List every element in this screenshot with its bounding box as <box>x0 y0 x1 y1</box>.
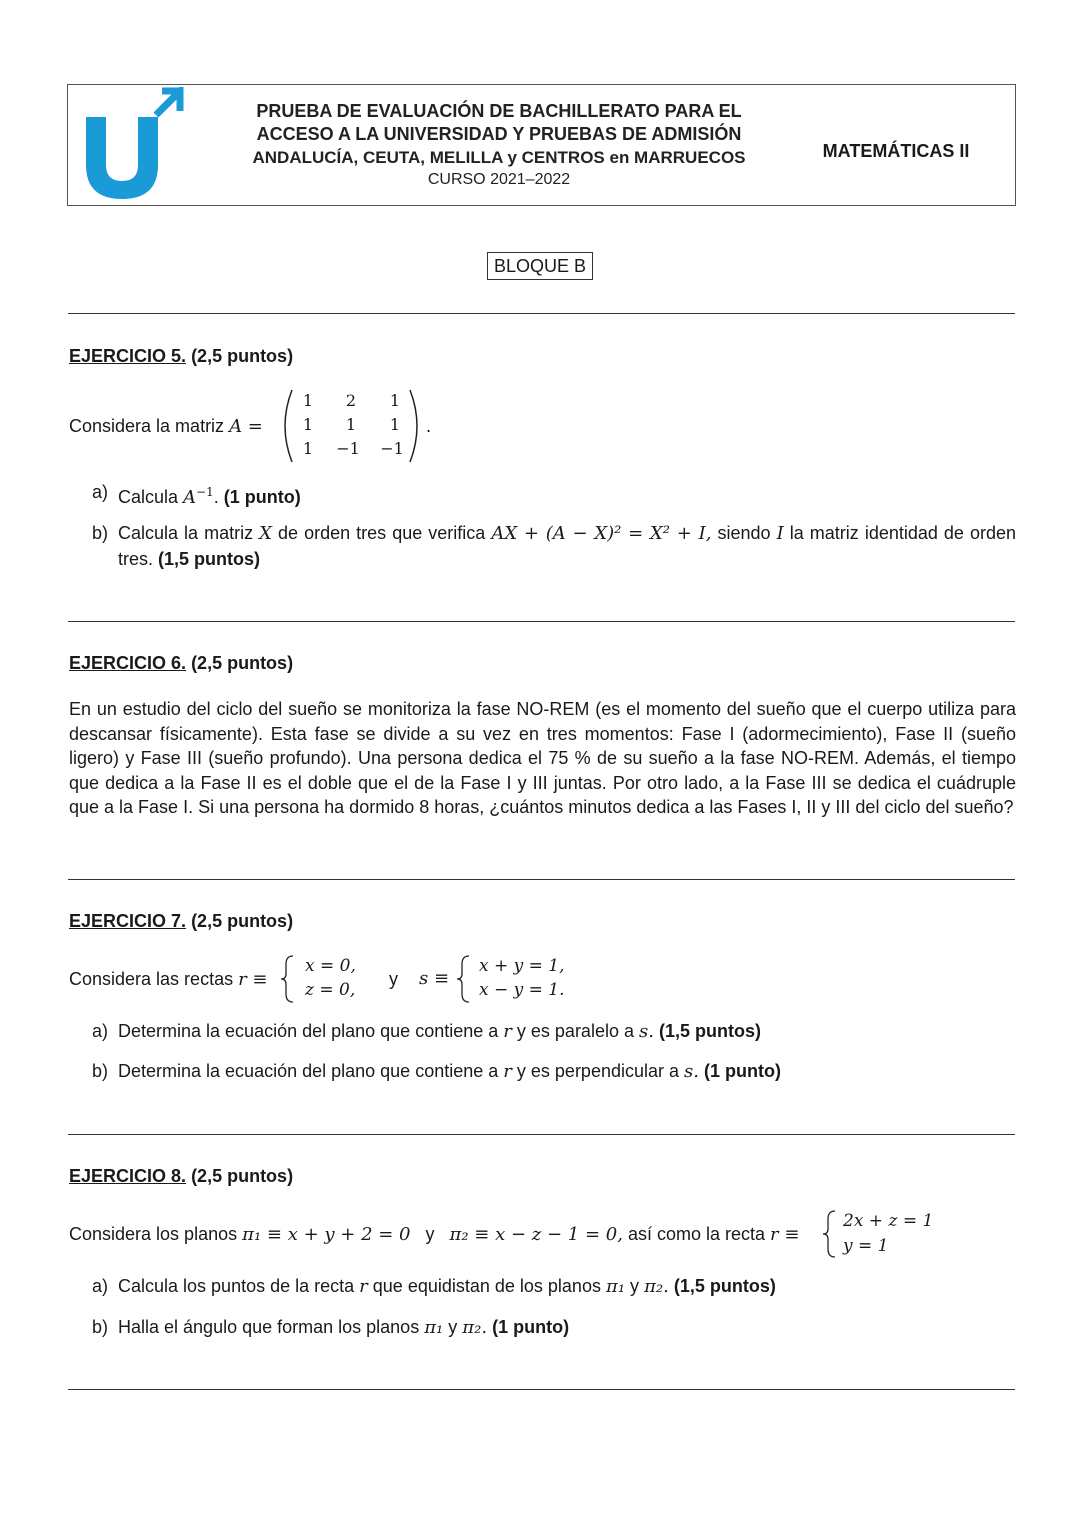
exercise-7a: a) Determina la ecuación del plano que contiene a r y es paralelo a s. (1,5 puntos) <box>92 1021 761 1042</box>
title-line-3: ANDALUCÍA, CEUTA, MELILLA y CENTROS en MARRUECOS <box>252 148 746 167</box>
exercise-8a: a) Calcula los puntos de la recta r que equidistan de los planos π₁ y π₂. (1,5 puntos) <box>92 1276 776 1297</box>
brace-s <box>456 954 472 1004</box>
matrix-cell: 1 <box>389 391 401 410</box>
divider <box>68 621 1015 622</box>
matrix-cell: 1 <box>345 415 357 434</box>
s-equation-2: x − y = 1. <box>479 980 565 1000</box>
matrix-cell: −1 <box>336 439 360 458</box>
exercise-8-intro: Considera los planos π₁ ≡ x + y + 2 = 0 y π₂ ≡ x − z − 1 = 0, así como la recta r ≡ <box>69 1224 800 1245</box>
divider <box>68 313 1015 314</box>
exercise-7b: b) Determina la ecuación del plano que contiene a r y es perpendicular a s. (1 punto) <box>92 1061 781 1082</box>
exercise-5b: b) Calcula la matriz X de orden tres que verifica AX + (A − X)² = X² + I, siendo I la matriz identidad de orden tres. (1,5 puntos) <box>92 523 1017 569</box>
brace-r8 <box>822 1209 838 1259</box>
exercise-6-statement: En un estudio del ciclo del sueño se monitoriza la fase NO-REM (es el momento del sueño que el cuerpo utiliza para descansar físicamente). Esta fase se divide a su vez en tres momentos: Fase I (adormecimiento), Fase II (sueño ligero) y Fase III (sueño profundo). Una persona dedica el 75 % de su sueño a la fase NO-REM. Además, el tiempo que dedica a la Fase II es el doble que el de la Fase I y III juntas. Por otro lado, a la Fase III se dedica el cuádruple que a la Fase I. Si una persona ha dormido 8 horas, ¿cuántos minutos dedica a las Fases I, II y III del ciclo del sueño? <box>69 699 1016 817</box>
exam-title <box>244 100 754 191</box>
r-equation-1: x = 0, <box>305 956 356 976</box>
university-logo <box>76 87 186 205</box>
divider <box>68 1134 1015 1135</box>
brace-r <box>280 954 296 1004</box>
divider <box>68 1389 1015 1390</box>
conjunction: y <box>389 969 398 989</box>
r8-equation-1: 2x + z = 1 <box>843 1211 934 1231</box>
exercise-7-title: EJERCICIO 7. (2,5 puntos) <box>69 911 294 931</box>
s-name: s ≡ <box>419 968 450 989</box>
exercise-8-title: EJERCICIO 8. (2,5 puntos) <box>69 1166 294 1186</box>
matrix-cell: 1 <box>389 415 401 434</box>
matrix-cell: −1 <box>380 439 404 458</box>
exercise-5-intro: Considera la matriz A = <box>69 416 263 437</box>
s-equation-1: x + y = 1, <box>479 956 565 976</box>
title-line-1: PRUEBA DE EVALUACIÓN DE BACHILLERATO PARA EL <box>256 101 742 121</box>
matrix-a <box>280 388 435 464</box>
exercise-5-title: EJERCICIO 5. (2,5 puntos) <box>69 346 294 366</box>
title-line-2: ACCESO A LA UNIVERSIDAD Y PRUEBAS DE ADMISIÓN <box>256 124 742 144</box>
svg-text:.: . <box>426 417 432 436</box>
matrix-cell: 1 <box>302 439 314 458</box>
r-equation-2: z = 0, <box>305 980 356 1000</box>
matrix-cell: 1 <box>302 391 314 410</box>
exercise-7-intro: Considera las rectas r ≡ <box>69 969 268 990</box>
exercise-6-title: EJERCICIO 6. (2,5 puntos) <box>69 653 294 673</box>
course-label: CURSO 2021–2022 <box>427 171 571 188</box>
r8-equation-2: y = 1 <box>843 1236 889 1256</box>
divider <box>68 879 1015 880</box>
block-label: BLOQUE B <box>487 252 593 280</box>
exercise-8b: b) Halla el ángulo que forman los planos π₁ y π₂. (1 punto) <box>92 1317 570 1338</box>
matrix-cell: 1 <box>302 415 314 434</box>
exam-header <box>67 84 1016 206</box>
matrix-cell: 2 <box>345 391 357 410</box>
subject-label: MATEMÁTICAS II <box>822 141 970 161</box>
exercise-5a: a) Calcula $A^{-1}$. (1 punto) <box>92 482 301 508</box>
